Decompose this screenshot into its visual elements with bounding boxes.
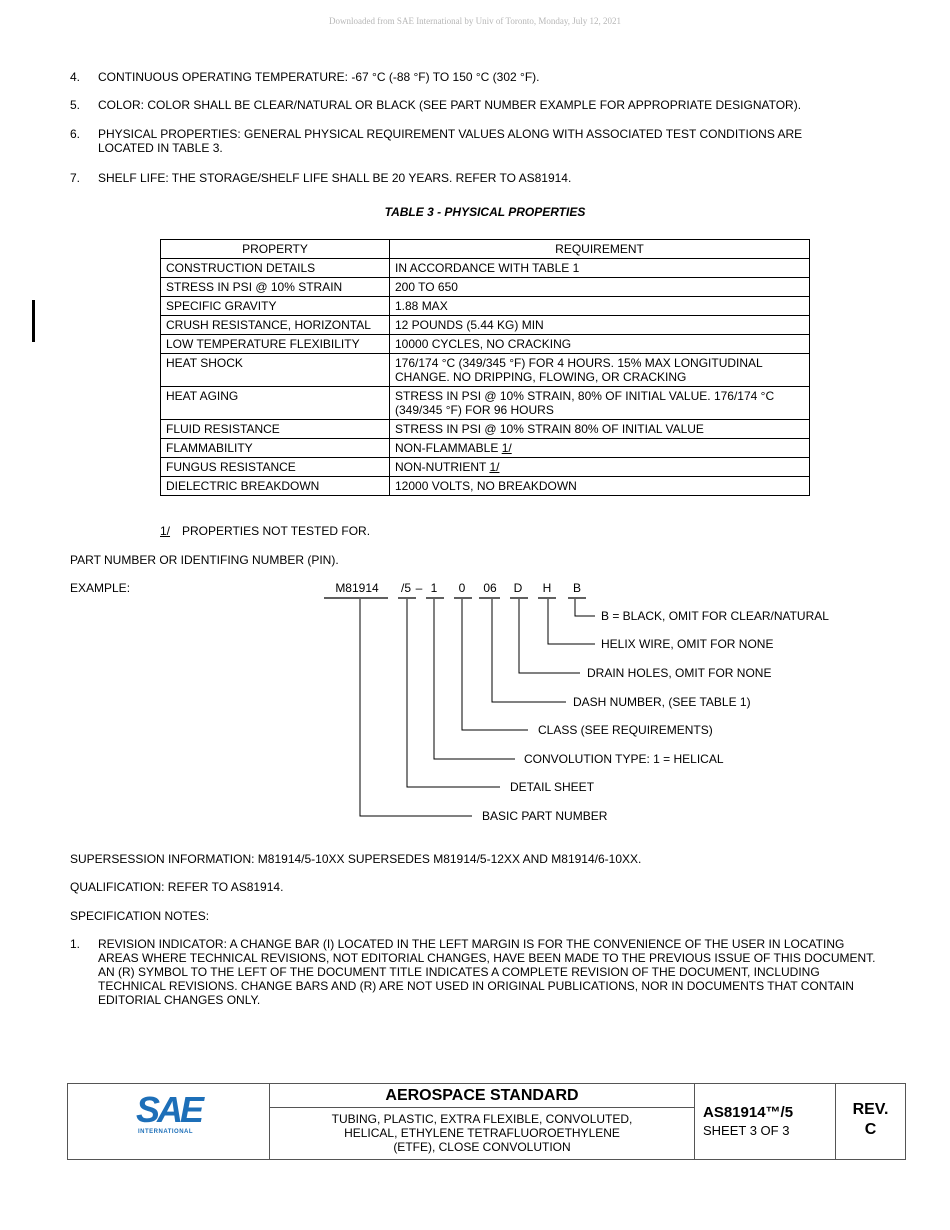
document-title-line: (ETFE), CLOSE CONVOLUTION <box>393 1140 571 1154</box>
pin-description-detail-sheet: DETAIL SHEET <box>510 780 595 794</box>
leader-line-helix-wire <box>548 599 595 644</box>
pin-segment-helix-wire: H <box>542 581 552 595</box>
requirement-text: IN ACCORDANCE WITH TABLE 1 <box>395 261 580 275</box>
sae-logo: SAE <box>136 1089 202 1130</box>
property-cell: DIELECTRIC BREAKDOWN <box>161 477 390 496</box>
leader-line-dash-number <box>492 599 566 702</box>
pin-heading: PART NUMBER OR IDENTIFING NUMBER (PIN). <box>70 553 339 567</box>
requirement-text: 10000 CYCLES, NO CRACKING <box>395 337 572 351</box>
title-block <box>67 1083 906 1160</box>
document-title-line: HELICAL, ETHYLENE TETRAFLUOROETHYLENE <box>344 1126 620 1140</box>
column-header-requirement: REQUIREMENT <box>390 240 810 259</box>
requirement-text: 12 POUNDS (5.44 KG) MIN <box>395 318 544 332</box>
pin-description-class: CLASS (SEE REQUIREMENTS) <box>538 723 713 737</box>
requirement-text: PHYSICAL PROPERTIES: GENERAL PHYSICAL REQUIREMENT VALUES ALONG WITH ASSOCIATED TEST CONDITIONS ARE LOCATED IN TABLE 3. <box>98 127 803 155</box>
footnote-mark: 1/ <box>160 524 171 538</box>
requirement-number: 6. <box>70 127 81 141</box>
leader-line-convolution-type <box>434 599 515 759</box>
revision-value: C <box>864 1121 877 1138</box>
property-cell: HEAT SHOCK <box>161 354 390 387</box>
requirement-text: NON-NUTRIENT <box>395 460 490 474</box>
revision-cell <box>836 1084 905 1159</box>
spec-note-number: 1. <box>70 937 81 951</box>
pin-segments <box>324 581 586 598</box>
spec-note-text: REVISION INDICATOR: A CHANGE BAR (I) LOCATED IN THE LEFT MARGIN IS FOR THE CONVENIENCE OF THE USER IN LOCATING AREAS WHERE TECHNICAL REVISIONS, NOT EDITORIAL CHANGES, HAVE BEEN MADE TO THE PREVIOUS ISSUE OF THIS DOCUMENT. AN (R) SYMBOL TO THE LEFT OF THE DOCUMENT TITLE INDICATES A COMPLETE REVISION OF THE DOCUMENT, INCLUDING TECHNICAL REVISIONS. CHANGE BARS AND (R) ARE NOT USED IN ORIGINAL PUBLICATIONS, NOR IN DOCUMENTS THAT CONTAIN EDITORIAL CHANGES ONLY. <box>98 937 876 1007</box>
standard-type: AEROSPACE STANDARD <box>270 1084 694 1108</box>
leader-line-class <box>462 599 528 730</box>
requirement-text: 1.88 MAX <box>395 299 448 313</box>
pin-segment-drain-holes: D <box>513 581 523 595</box>
download-watermark: Downloaded from SAE International by Univ of Toronto, Monday, July 12, 2021 <box>328 16 622 26</box>
pin-description-basic-part-number: BASIC PART NUMBER <box>482 809 608 823</box>
requirement-number: 5. <box>70 98 81 112</box>
title-cell <box>270 1084 695 1159</box>
leader-line-drain-holes <box>519 599 580 673</box>
property-cell: FLUID RESISTANCE <box>161 420 390 439</box>
document-title-line: TUBING, PLASTIC, EXTRA FLEXIBLE, CONVOLUTED, <box>331 1112 633 1126</box>
qualification-info: QUALIFICATION: REFER TO AS81914. <box>70 880 284 894</box>
sheet-number: SHEET 3 OF 3 <box>703 1123 790 1138</box>
footnote-text: PROPERTIES NOT TESTED FOR. <box>182 524 371 538</box>
requirement-number: 7. <box>70 171 81 185</box>
leader-line-basic-part-number <box>360 599 472 816</box>
specification-notes-heading: SPECIFICATION NOTES: <box>70 909 210 923</box>
pin-segment-color: B <box>572 581 582 595</box>
requirement-text: 200 TO 650 <box>395 280 458 294</box>
sae-logo-subtitle: INTERNATIONAL <box>138 1129 194 1135</box>
pin-segment-basic-part-number: M81914 <box>335 581 379 595</box>
requirement-text: STRESS IN PSI @ 10% STRAIN, 80% OF INITIAL VALUE. 176/174 °C (349/345 °F) FOR 96 HOURS <box>395 389 775 417</box>
document-number: AS81914™/5 <box>703 1104 794 1121</box>
footnote-reference: 1/ <box>501 441 512 455</box>
column-header-property: PROPERTY <box>161 240 390 259</box>
supersession-info: SUPERSESSION INFORMATION: M81914/5-10XX SUPERSEDES M81914/5-12XX AND M81914/6-10XX. <box>70 852 642 866</box>
example-label: EXAMPLE: <box>70 581 131 595</box>
property-cell: FUNGUS RESISTANCE <box>161 458 390 477</box>
pin-description-color: B = BLACK, OMIT FOR CLEAR/NATURAL <box>601 609 829 623</box>
pin-segment-detail-sheet: /5 <box>400 581 412 595</box>
footnote-reference: 1/ <box>489 460 500 474</box>
pin-segment-class: 0 <box>458 581 466 595</box>
requirement-text: STRESS IN PSI @ 10% STRAIN 80% OF INITIAL VALUE <box>395 422 704 436</box>
property-cell: CRUSH RESISTANCE, HORIZONTAL <box>161 316 390 335</box>
property-cell: STRESS IN PSI @ 10% STRAIN <box>161 278 390 297</box>
requirement-number: 4. <box>70 70 81 84</box>
requirement-text: 12000 VOLTS, NO BREAKDOWN <box>395 479 577 493</box>
property-cell: CONSTRUCTION DETAILS <box>161 259 390 278</box>
pin-description-convolution-type: CONVOLUTION TYPE: 1 = HELICAL <box>524 752 724 766</box>
pin-segment-separator: – <box>415 581 423 595</box>
property-cell: HEAT AGING <box>161 387 390 420</box>
pin-description-drain-holes: DRAIN HOLES, OMIT FOR NONE <box>587 666 772 680</box>
property-cell: FLAMMABILITY <box>161 439 390 458</box>
table-title: TABLE 3 - PHYSICAL PROPERTIES <box>384 205 586 219</box>
pin-segment-dash-number: 06 <box>483 581 497 595</box>
property-cell: LOW TEMPERATURE FLEXIBILITY <box>161 335 390 354</box>
requirement-text: 176/174 °C (349/345 °F) FOR 4 HOURS. 15% MAX LONGITUDINAL CHANGE. NO DRIPPING, FLOWING, OR CRACKING <box>395 356 763 384</box>
document-number-cell <box>695 1084 836 1159</box>
requirement-text: COLOR: COLOR SHALL BE CLEAR/NATURAL OR BLACK (SEE PART NUMBER EXAMPLE FOR APPROPRIATE DESIGNATOR). <box>98 98 802 112</box>
document-title <box>270 1108 694 1154</box>
requirement-text: SHELF LIFE: THE STORAGE/SHELF LIFE SHALL BE 20 YEARS. REFER TO AS81914. <box>98 171 572 185</box>
sae-logo-cell <box>68 1084 270 1159</box>
pin-descriptions <box>482 609 829 823</box>
requirement-text: NON-FLAMMABLE <box>395 441 502 455</box>
requirement-text: CONTINUOUS OPERATING TEMPERATURE: -67 °C (-88 °F) TO 150 °C (302 °F). <box>98 70 540 84</box>
property-cell: SPECIFIC GRAVITY <box>161 297 390 316</box>
pin-segment-convolution-type: 1 <box>430 581 438 595</box>
pin-description-helix-wire: HELIX WIRE, OMIT FOR NONE <box>601 637 774 651</box>
leader-line-color <box>575 599 595 616</box>
revision-label: REV. <box>852 1101 889 1118</box>
pin-description-dash-number: DASH NUMBER, (SEE TABLE 1) <box>573 695 751 709</box>
